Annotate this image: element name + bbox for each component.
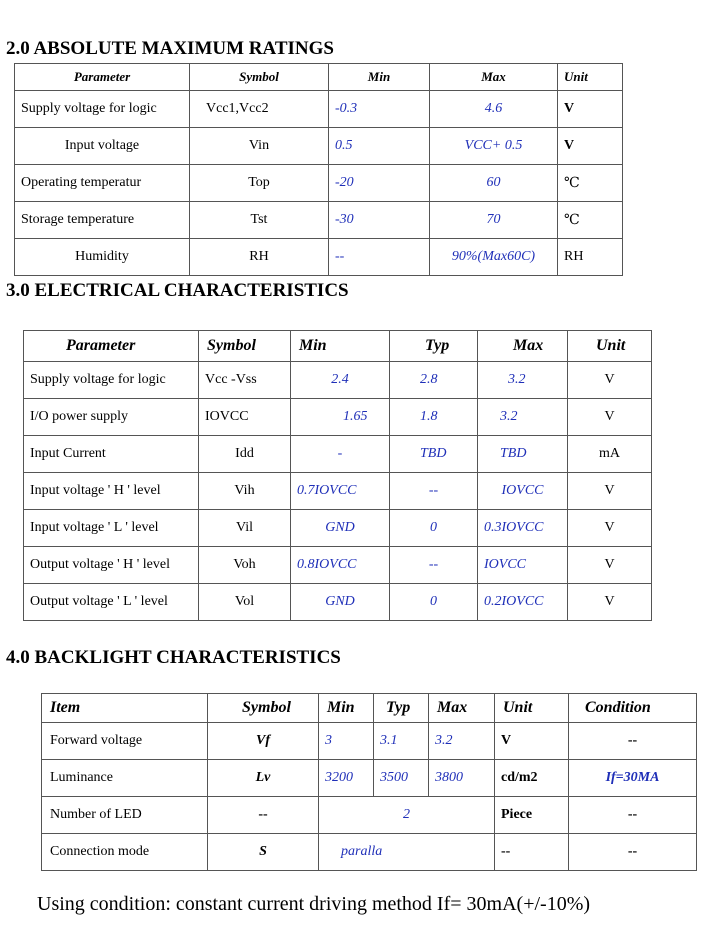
cell-parameter: Output voltage ' H ' level (24, 547, 199, 584)
cell-max: 3.2 (429, 723, 495, 760)
table-row (24, 362, 652, 399)
cell-symbol: Voh (199, 547, 291, 584)
cell-typ: 2.8 (390, 362, 478, 399)
cell-symbol: IOVCC (199, 399, 291, 436)
cell-max: 4.6 (430, 91, 558, 128)
header-max: Max (429, 694, 495, 723)
table-row (15, 91, 623, 128)
header-parameter: Parameter (24, 331, 199, 362)
header-symbol: Symbol (199, 331, 291, 362)
cell-typ: 2 (319, 797, 495, 834)
header-unit: Unit (568, 331, 652, 362)
cell-parameter: Output voltage ' L ' level (24, 584, 199, 621)
table-row (42, 797, 697, 834)
section-2-heading: 2.0 ABSOLUTE MAXIMUM RATINGS (6, 38, 334, 59)
table-row (15, 202, 623, 239)
cell-min: -30 (329, 202, 430, 239)
cell-max: IOVCC (478, 473, 568, 510)
cell-min: 0.7IOVCC (291, 473, 390, 510)
cell-unit: V (568, 584, 652, 621)
cell-max: 60 (430, 165, 558, 202)
cell-symbol: Vin (190, 128, 329, 165)
cell-unit: mA (568, 436, 652, 473)
cell-symbol: Idd (199, 436, 291, 473)
table-row (24, 436, 652, 473)
cell-max: IOVCC (478, 547, 568, 584)
cell-unit: V (568, 473, 652, 510)
cell-item: Number of LED (42, 797, 208, 834)
cell-typ: 1.8 (390, 399, 478, 436)
cell-unit: V (568, 547, 652, 584)
header-typ: Typ (390, 331, 478, 362)
cell-symbol: Vf (208, 723, 319, 760)
cell-unit: V (558, 128, 623, 165)
cell-unit: V (495, 723, 569, 760)
cell-unit: V (568, 399, 652, 436)
cell-symbol: -- (208, 797, 319, 834)
cell-min: 0.5 (329, 128, 430, 165)
cell-max: 0.3IOVCC (478, 510, 568, 547)
header-min: Min (319, 694, 374, 723)
table-row (24, 399, 652, 436)
cell-min: -- (329, 239, 430, 276)
cell-unit: V (558, 91, 623, 128)
using-condition-note: Using condition: constant current driving method If= 30mA(+/-10%) (37, 893, 591, 915)
table-row (24, 510, 652, 547)
cell-typ: -- (390, 547, 478, 584)
header-max: Max (478, 331, 568, 362)
cell-parameter: Input Current (24, 436, 199, 473)
table-row (15, 239, 623, 276)
cell-min: -20 (329, 165, 430, 202)
cell-max: 0.2IOVCC (478, 584, 568, 621)
cell-unit: ℃ (558, 202, 623, 239)
cell-symbol: Tst (190, 202, 329, 239)
cell-min: 0.8IOVCC (291, 547, 390, 584)
cell-parameter: Input voltage ' H ' level (24, 473, 199, 510)
header-unit: Unit (558, 64, 623, 91)
cell-typ: 0 (390, 584, 478, 621)
cell-min: GND (291, 510, 390, 547)
cell-unit: RH (558, 239, 623, 276)
cell-max: 3800 (429, 760, 495, 797)
section-3-heading: 3.0 ELECTRICAL CHARACTERISTICS (6, 280, 349, 301)
cell-symbol: Vcc1,Vcc2 (190, 91, 329, 128)
cell-parameter: Input voltage ' L ' level (24, 510, 199, 547)
cell-parameter: Humidity (15, 239, 190, 276)
cell-typ: 3.1 (374, 723, 429, 760)
cell-condition: -- (569, 797, 697, 834)
table-header-row (42, 694, 697, 723)
cell-condition: -- (569, 834, 697, 871)
cell-symbol: RH (190, 239, 329, 276)
header-min: Min (291, 331, 390, 362)
cell-unit: V (568, 362, 652, 399)
cell-symbol: Top (190, 165, 329, 202)
header-parameter: Parameter (15, 64, 190, 91)
table-row (42, 834, 697, 871)
cell-parameter: Supply voltage for logic (15, 91, 190, 128)
cell-item: Forward voltage (42, 723, 208, 760)
table-row (42, 723, 697, 760)
section-4-heading: 4.0 BACKLIGHT CHARACTERISTICS (6, 647, 341, 668)
header-typ: Typ (374, 694, 429, 723)
header-symbol: Symbol (208, 694, 319, 723)
cell-max: VCC+ 0.5 (430, 128, 558, 165)
cell-min: 3 (319, 723, 374, 760)
cell-symbol: Vil (199, 510, 291, 547)
cell-max: 3.2 (478, 362, 568, 399)
cell-max: TBD (478, 436, 568, 473)
cell-min: 2.4 (291, 362, 390, 399)
header-max: Max (430, 64, 558, 91)
table-row (24, 547, 652, 584)
cell-typ: 3500 (374, 760, 429, 797)
cell-parameter: I/O power supply (24, 399, 199, 436)
cell-min: 1.65 (291, 399, 390, 436)
cell-parameter: Storage temperature (15, 202, 190, 239)
cell-parameter: Supply voltage for logic (24, 362, 199, 399)
cell-symbol: Lv (208, 760, 319, 797)
cell-typ: paralla (319, 834, 495, 871)
cell-parameter: Input voltage (15, 128, 190, 165)
cell-unit: cd/m2 (495, 760, 569, 797)
cell-item: Connection mode (42, 834, 208, 871)
cell-symbol: Vol (199, 584, 291, 621)
table-row (24, 473, 652, 510)
cell-max: 3.2 (478, 399, 568, 436)
cell-max: 90%(Max60C) (430, 239, 558, 276)
table-row (42, 760, 697, 797)
electrical-characteristics-table (23, 330, 652, 621)
cell-typ: TBD (390, 436, 478, 473)
header-symbol: Symbol (190, 64, 329, 91)
absolute-maximum-ratings-table (14, 63, 623, 276)
cell-min: GND (291, 584, 390, 621)
header-item: Item (42, 694, 208, 723)
cell-min: -0.3 (329, 91, 430, 128)
table-row (24, 584, 652, 621)
cell-condition: If=30MA (569, 760, 697, 797)
header-unit: Unit (495, 694, 569, 723)
header-condition: Condition (569, 694, 697, 723)
table-header-row (15, 64, 623, 91)
table-row (15, 128, 623, 165)
cell-min: 3200 (319, 760, 374, 797)
table-row (15, 165, 623, 202)
cell-typ: 0 (390, 510, 478, 547)
cell-symbol: S (208, 834, 319, 871)
cell-condition: -- (569, 723, 697, 760)
cell-max: 70 (430, 202, 558, 239)
cell-parameter: Operating temperatur (15, 165, 190, 202)
cell-min: - (291, 436, 390, 473)
header-min: Min (329, 64, 430, 91)
cell-typ: -- (390, 473, 478, 510)
backlight-characteristics-table (41, 693, 697, 871)
cell-unit: -- (495, 834, 569, 871)
table-header-row (24, 331, 652, 362)
cell-unit: Piece (495, 797, 569, 834)
cell-symbol: Vih (199, 473, 291, 510)
cell-symbol: Vcc -Vss (199, 362, 291, 399)
cell-unit: ℃ (558, 165, 623, 202)
cell-item: Luminance (42, 760, 208, 797)
cell-unit: V (568, 510, 652, 547)
